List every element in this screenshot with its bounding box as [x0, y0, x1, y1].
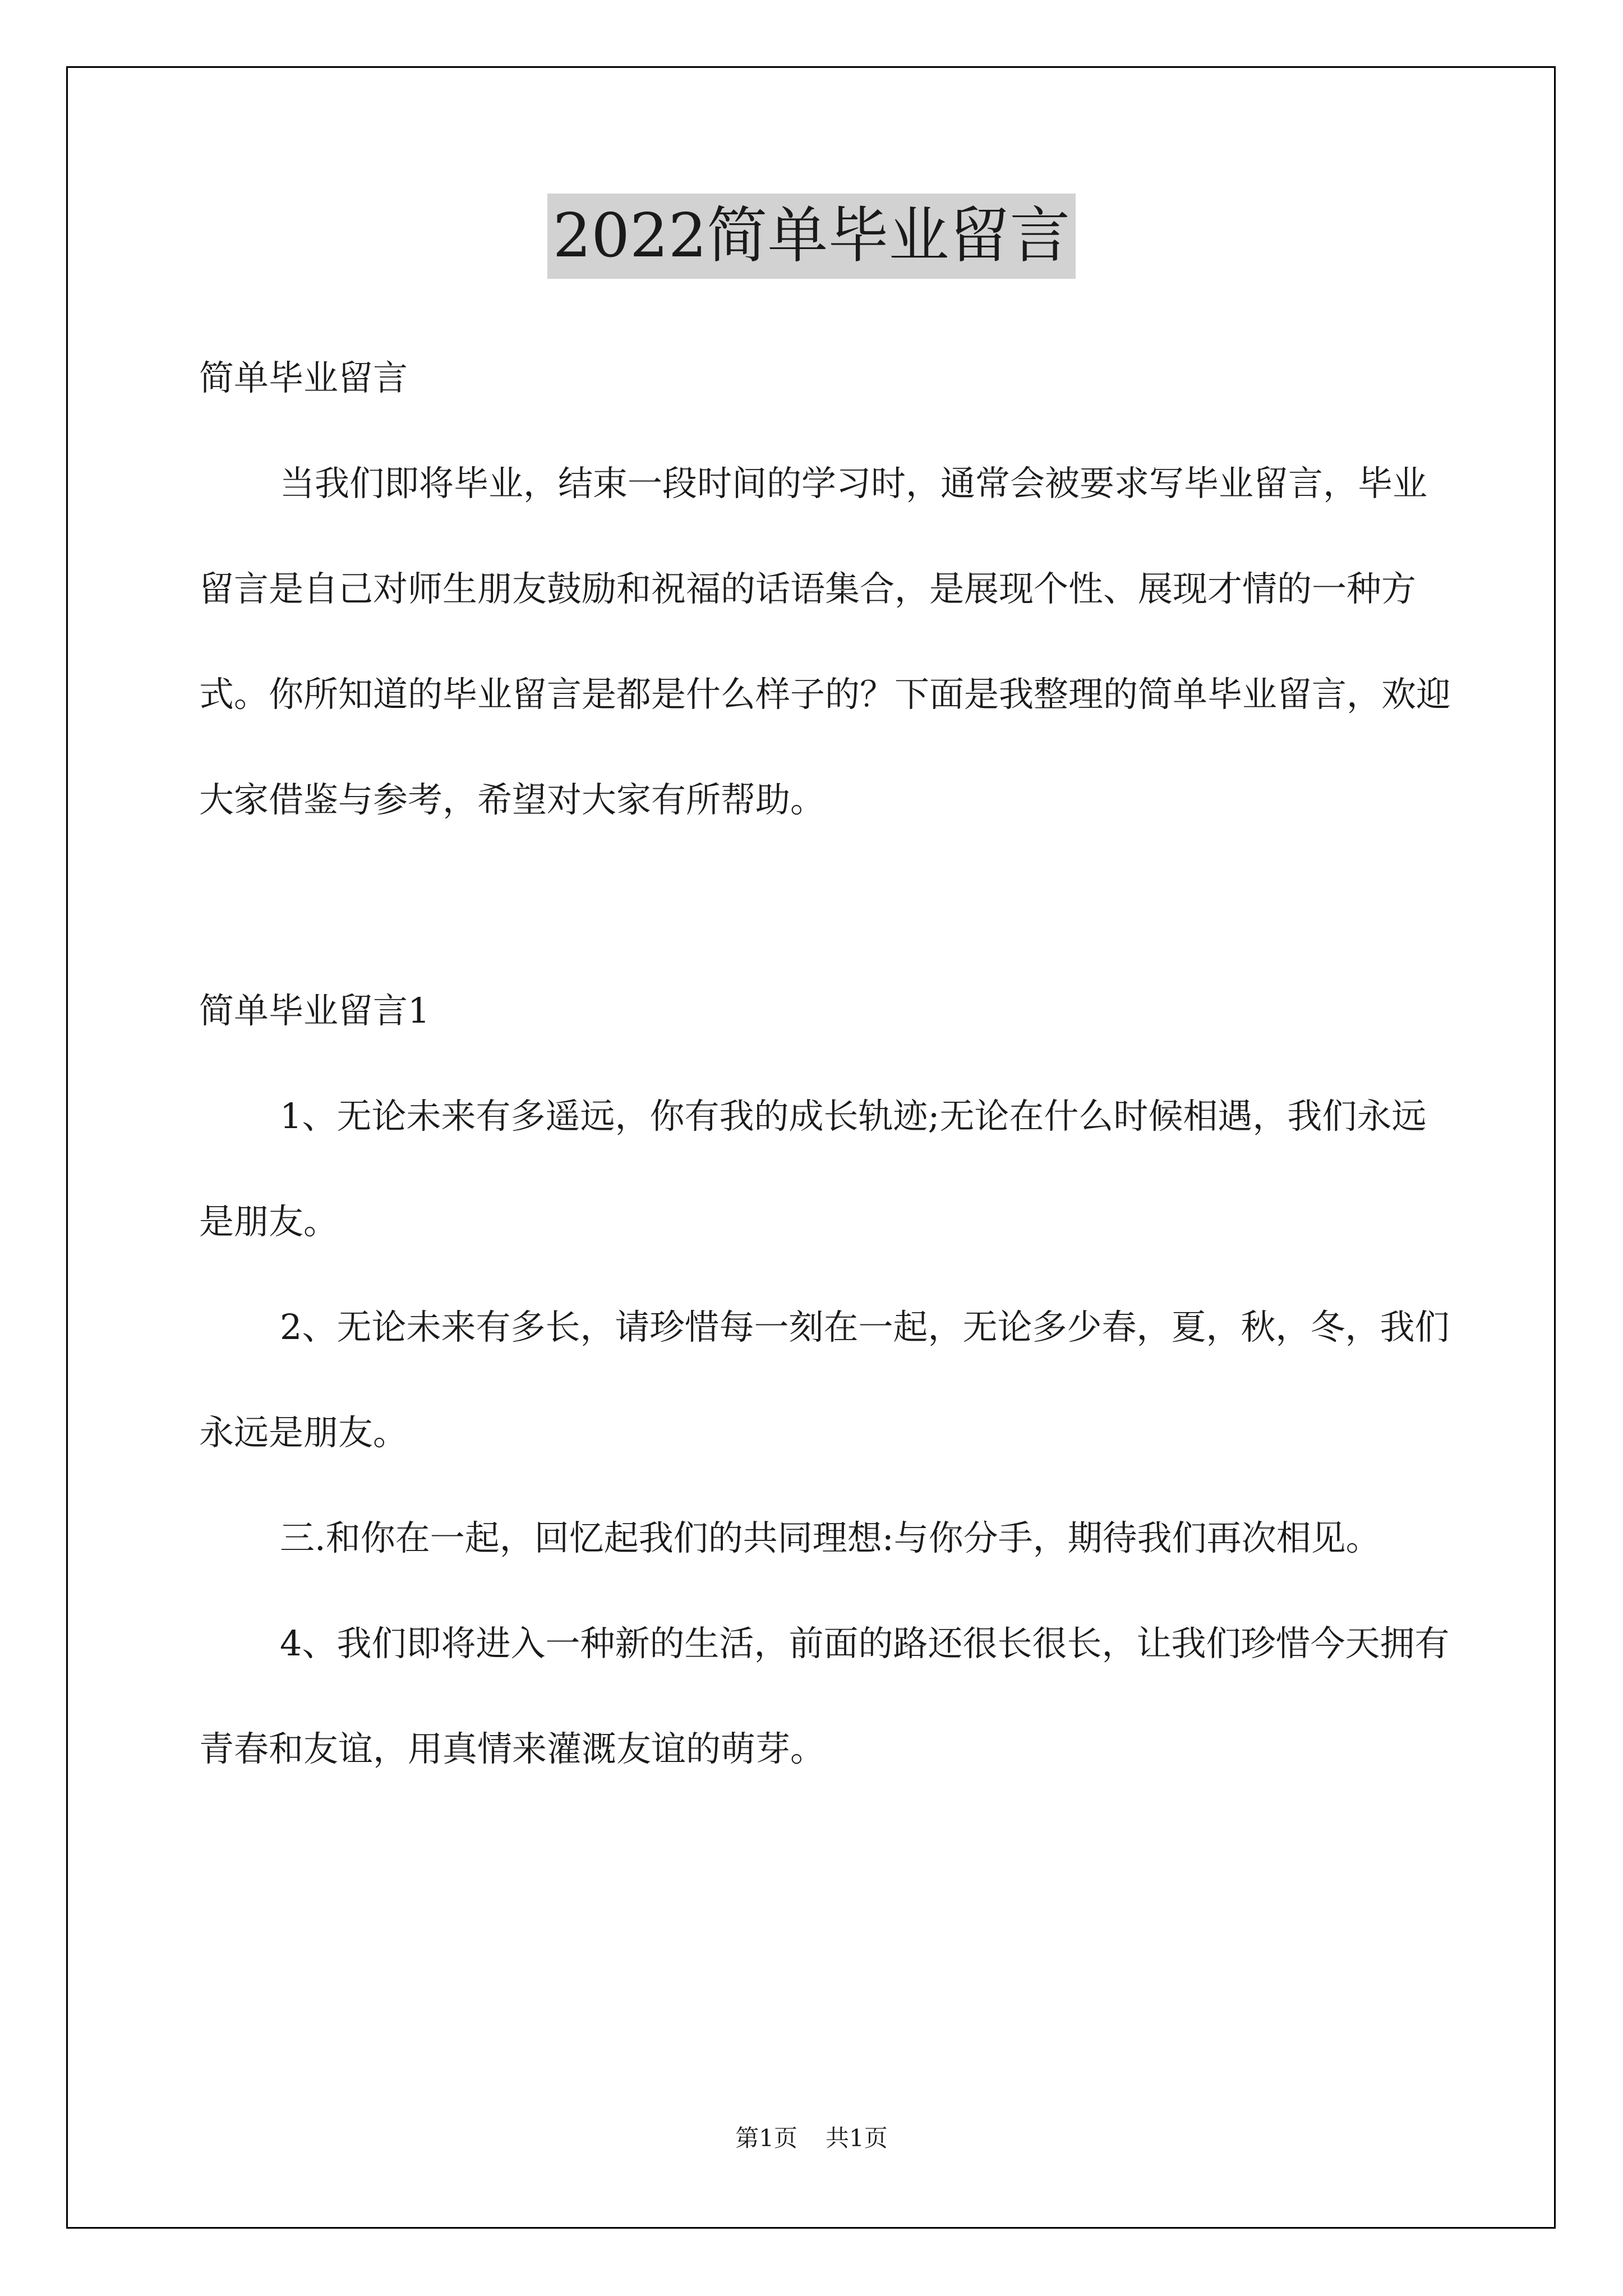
title-wrap: [0, 194, 1623, 279]
section-heading: 简单毕业留言1: [199, 990, 430, 1031]
message-item-2: 2、无论未来有多长，请珍惜每一刻在一起，无论多少春，夏，秋，冬，我们永远是朋友。: [199, 1306, 1450, 1453]
message-item-3: 三.和你在一起，回忆起我们的共同理想:与你分手，期待我们再次相见。: [280, 1517, 1381, 1558]
section-gap: [199, 853, 1451, 958]
document-body: [199, 325, 1451, 1802]
intro-paragraph: 当我们即将毕业，结束一段时间的学习时，通常会被要求写毕业留言，毕业留言是自己对师生朋友鼓励和祝福的话语集合，是展现个性、展现才情的一种方式。你所知道的毕业留言是都是什么样子的？下面是我整理的简单毕业留言，欢迎大家借鉴与参考，希望对大家有所帮助。: [199, 463, 1451, 820]
page-footer: [0, 2122, 1623, 2155]
intro-heading: 简单毕业留言: [199, 357, 408, 398]
document-title: 2022简单毕业留言: [547, 194, 1076, 279]
message-item-4: 4、我们即将进入一种新的生活，前面的路还很长很长，让我们珍惜今天拥有青春和友谊，用真情来灌溉友谊的萌芽。: [199, 1623, 1450, 1769]
page-number: 第1页: [735, 2124, 797, 2152]
message-item-1: 1、无论未来有多遥远，你有我的成长轨迹;无论在什么时候相遇，我们永远是朋友。: [199, 1096, 1427, 1242]
page-total: 共1页: [826, 2124, 888, 2152]
